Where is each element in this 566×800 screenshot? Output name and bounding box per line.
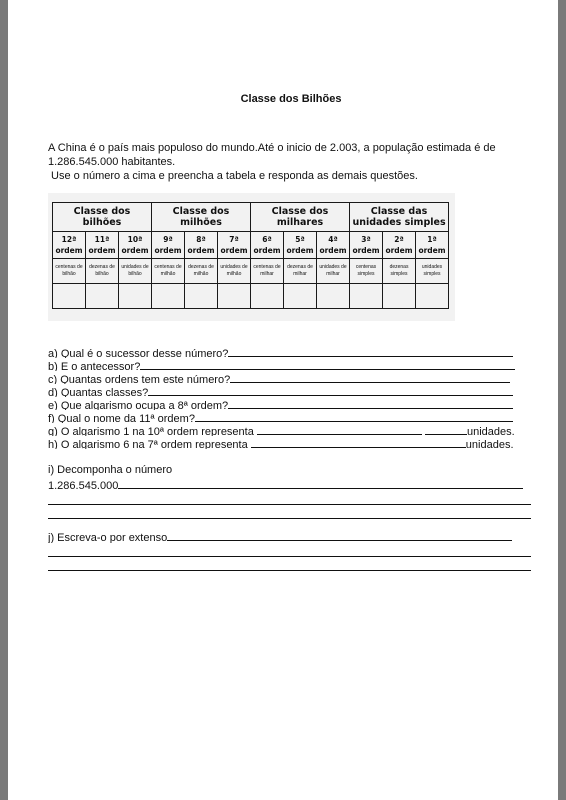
subtype-cell: unidades de bilhão [119, 259, 152, 284]
question-d [48, 384, 534, 397]
subtype-cell: unidades de milhão [218, 259, 251, 284]
subtype-cell: centenas de bilhão [53, 259, 86, 284]
question-h-text: h) O algarismo 6 na 7ª ordem representa [48, 439, 248, 449]
question-c-text: c) Quantas ordens tem este número? [48, 374, 231, 384]
write-out-section [48, 529, 534, 571]
answer-blank[interactable] [228, 397, 513, 409]
question-g-text: g) O algarismo 1 na 10ª ordem representa [48, 426, 254, 436]
answer-cell[interactable] [185, 284, 218, 309]
order-header-cell: 11ª ordem [86, 232, 119, 259]
order-header-cell: 10ª ordem [119, 232, 152, 259]
decompose-section [48, 463, 534, 519]
question-b [48, 358, 534, 371]
answer-blank[interactable] [257, 423, 422, 435]
answer-row [53, 284, 449, 309]
answer-blank[interactable] [230, 371, 510, 383]
question-g [48, 423, 534, 436]
answer-blank[interactable] [251, 436, 466, 448]
order-header-cell: 2ª ordem [383, 232, 416, 259]
answer-cell[interactable] [317, 284, 350, 309]
subtype-cell: dezenas de bilhão [86, 259, 119, 284]
order-header-cell: 7ª ordem [218, 232, 251, 259]
order-header-cell: 1ª ordem [416, 232, 449, 259]
intro-line-3: Use o número a cima e preencha a tabela e responda as demais questões. [48, 170, 418, 182]
class-header-row [53, 203, 449, 232]
subtype-cell: centenas de milhão [152, 259, 185, 284]
page-title: Classe dos Bilhões [240, 93, 342, 105]
answer-cell[interactable] [284, 284, 317, 309]
order-header-cell: 4ª ordem [317, 232, 350, 259]
answer-blank[interactable] [140, 358, 515, 370]
intro-line-2: 1.286.545.000 habitantes. [48, 156, 176, 168]
question-h-suffix: unidades. [465, 439, 514, 449]
answer-cell[interactable] [350, 284, 383, 309]
order-header-cell: 6ª ordem [251, 232, 284, 259]
answer-cell[interactable] [53, 284, 86, 309]
answer-cell[interactable] [86, 284, 119, 309]
subtype-cell: unidades simples [416, 259, 449, 284]
subtype-cell: centenas de milhar [251, 259, 284, 284]
answer-blank[interactable] [148, 384, 513, 396]
subtype-cell: unidades de milhar [317, 259, 350, 284]
answer-line[interactable] [48, 505, 531, 519]
question-d-text: d) Quantas classes? [48, 387, 149, 397]
question-f [48, 410, 534, 423]
answer-line[interactable] [48, 491, 531, 505]
question-f-text: f) Qual o nome da 11ª ordem? [48, 413, 195, 423]
question-h [48, 436, 534, 449]
class-header-millions: Classe dos milhões [152, 203, 251, 232]
question-c [48, 371, 534, 384]
place-value-table-image [48, 193, 455, 321]
subtype-cell: dezenas simples [383, 259, 416, 284]
subtype-cell: centenas simples [350, 259, 383, 284]
decompose-label: i) Decomponha o número [48, 464, 173, 476]
subtype-row [53, 259, 449, 284]
question-b-text: b) E o antecessor? [48, 361, 141, 371]
write-out-label: j) Escreva-o por extenso [48, 532, 168, 543]
answer-line[interactable] [48, 543, 531, 557]
questions-list [48, 345, 534, 449]
order-header-cell: 3ª ordem [350, 232, 383, 259]
decompose-number: 1.286.545.000 [48, 480, 119, 491]
subtype-cell: dezenas de milhão [185, 259, 218, 284]
write-out-line-1 [48, 529, 534, 543]
decompose-line-1 [48, 477, 534, 491]
answer-cell[interactable] [383, 284, 416, 309]
answer-line[interactable] [48, 557, 531, 571]
answer-cell[interactable] [218, 284, 251, 309]
answer-blank[interactable] [228, 345, 513, 357]
answer-cell[interactable] [152, 284, 185, 309]
place-value-table [52, 202, 449, 309]
question-g-suffix: unidades. [466, 426, 515, 436]
order-header-row [53, 232, 449, 259]
answer-cell[interactable] [416, 284, 449, 309]
answer-cell[interactable] [119, 284, 152, 309]
question-e [48, 397, 534, 410]
intro-line-1: A China é o país mais populoso do mundo.Até o inicio de 2.003, a população estimada é de [48, 142, 496, 154]
answer-blank[interactable] [167, 529, 512, 541]
class-header-units: Classe das unidades simples [350, 203, 449, 232]
order-header-cell: 12ª ordem [53, 232, 86, 259]
order-header-cell: 8ª ordem [185, 232, 218, 259]
order-header-cell: 9ª ordem [152, 232, 185, 259]
order-header-cell: 5ª ordem [284, 232, 317, 259]
class-header-thousands: Classe dos milhares [251, 203, 350, 232]
class-header-billions: Classe dos bilhões [53, 203, 152, 232]
intro-text [48, 141, 528, 183]
answer-blank[interactable] [118, 477, 523, 489]
question-e-text: e) Que algarismo ocupa a 8ª ordem? [48, 400, 229, 410]
subtype-cell: dezenas de milhar [284, 259, 317, 284]
answer-blank[interactable] [425, 423, 467, 435]
question-a-text: a) Qual é o sucessor desse número? [48, 348, 229, 358]
answer-blank[interactable] [195, 410, 513, 422]
question-a [48, 345, 534, 358]
answer-cell[interactable] [251, 284, 284, 309]
